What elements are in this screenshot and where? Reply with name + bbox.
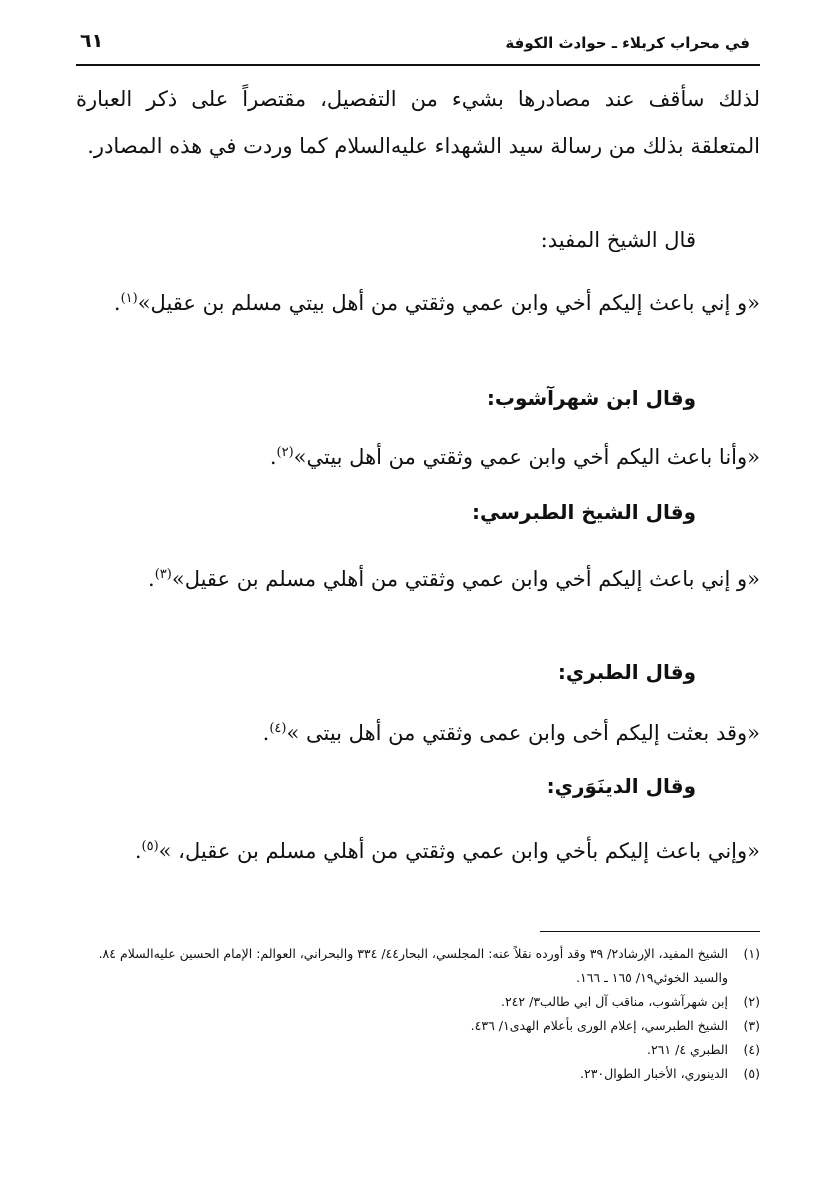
footnote-3 <box>76 1014 760 1038</box>
mufid-heading: قال الشيخ المفيد: <box>540 228 696 252</box>
mufid-period: . <box>113 291 121 315</box>
tabrisi-heading: وقال الشيخ الطبرسي: <box>472 500 696 524</box>
footnote-divider <box>540 931 760 932</box>
tabari-period: . <box>262 721 270 745</box>
footnote-number: (١) <box>743 946 760 961</box>
footnote-text: إبن شهرآشوب، مناقب آل ابي طالب٣/ ٢٤٢. <box>500 994 728 1009</box>
footnote-4 <box>76 1038 760 1062</box>
footnote-ref-4: (٤) <box>269 721 287 736</box>
header-divider <box>76 64 760 66</box>
dinawari-quote-text: «وإني باعث إليكم بأخي وابن عمي وثقتي من أهلي مسلم بن عقيل، » <box>158 839 760 863</box>
running-header: في محراب كربلاء ـ حوادث الكوفة <box>505 34 750 52</box>
footnote-number: (٥) <box>743 1066 760 1081</box>
footnote-1 <box>76 942 760 990</box>
footnote-number: (٤) <box>743 1042 760 1057</box>
footnote-text: الشيخ الطبرسي، إعلام الورى بأعلام الهدى١/ ٤٣٦. <box>470 1018 728 1033</box>
footnote-number: (٣) <box>743 1018 760 1033</box>
footnote-ref-1: (١) <box>120 291 138 306</box>
mufid-quote-text: «و إني باعث إليكم أخي وابن عمي وثقتي من أهل بيتي مسلم بن عقيل» <box>137 291 760 315</box>
footnote-ref-5: (٥) <box>141 839 159 854</box>
footnote-2 <box>76 990 760 1014</box>
page-number: ٦١ <box>80 30 104 52</box>
ibn-shahr-quote <box>76 434 760 481</box>
tabrisi-quote <box>76 556 760 603</box>
footnote-5 <box>76 1062 760 1086</box>
footnote-number: (٢) <box>743 994 760 1009</box>
tabari-quote <box>76 710 760 757</box>
intro-paragraph: لذلك سأقف عند مصادرها بشيء من التفصيل، مقتصراً على ذكر العبارة المتعلقة بذلك من رسالة سيد الشهداء عليه‌السلام كما وردت في هذه المصادر. <box>76 87 760 158</box>
dinawari-quote <box>76 828 760 875</box>
ibn-shahr-quote-text: «وأنا باعث اليكم أخي وابن عمي وثقتي من أهل بيتي» <box>293 445 760 469</box>
tabrisi-quote-text: «و إني باعث إليكم أخي وابن عمي وثقتي من أهلي مسلم بن عقيل» <box>171 567 760 591</box>
tabrisi-period: . <box>148 567 155 591</box>
mufid-quote <box>76 280 760 327</box>
footnote-text: الشيخ المفيد، الإرشاد٢/ ٣٩ وقد أورده نقلاً عنه: المجلسي، البحار٤٤/ ٣٣٤ والبحراني، العوالم: الإمام الحسين عليه‌السلام ٨٤. والسيد الخوئي١٩/ ١٦٥ ـ ١٦٦. <box>98 946 728 985</box>
footnote-text: الدينوري، الأخبار الطوال٢٣٠. <box>580 1066 728 1081</box>
footnote-text: الطبري ٤/ ٢٦١. <box>646 1042 728 1057</box>
footnote-ref-3: (٣) <box>154 567 172 582</box>
ibn-shahr-period: . <box>269 445 277 469</box>
ibn-shahr-heading: وقال ابن شهرآشوب: <box>486 386 696 410</box>
dinawari-heading: وقال الدينَوَري: <box>546 774 696 798</box>
tabari-heading: وقال الطبري: <box>557 660 696 684</box>
footnote-ref-2: (٢) <box>276 445 294 460</box>
footnotes <box>76 942 760 1086</box>
dinawari-period: . <box>134 839 142 863</box>
tabari-quote-text: «وقد بعثت إليكم أخى وابن عمى وثقتي من أهل بيتى » <box>286 721 760 745</box>
